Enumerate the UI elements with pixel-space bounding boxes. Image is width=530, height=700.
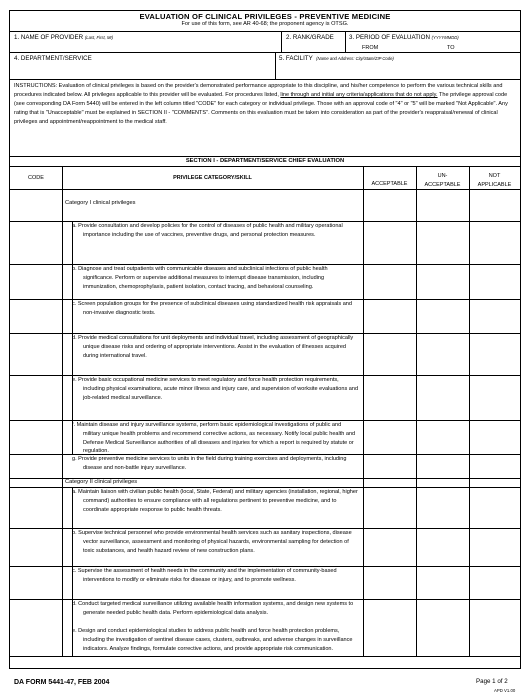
category-1-label: Category I clinical privileges [65,200,136,206]
divider [10,156,520,157]
category-column-header: PRIVILEGE CATEGORY/SKILL [173,175,252,181]
category-2-label: Category II clinical privileges [65,479,138,485]
privilege-item: a. Maintain liaison with civilian public health (local, State, Federal) and military agencies (installation, regional, higher command) authorities to ensure compliance with all regulations pertinent to preventive medicine, and to coordinate appropriate response to public health threats. [72,489,358,513]
column-divider [416,166,417,656]
not-applicable-column-header: NOT APPLICABLE [477,173,512,188]
provider-name-label: 1. NAME OF PROVIDER (Last, First, MI) [14,34,113,41]
divider [10,52,520,53]
code-column-header: CODE [28,175,44,181]
section-1-title: SECTION I - DEPARTMENT/SERVICE CHIEF EVALUATION [185,158,345,164]
privilege-item: c. Supervise the assessment of health needs in the community and the implementation of community-based interventions to modify or eliminate risks for disease or injury, and to promote wellness. [72,568,337,583]
form-number: DA FORM 5441-47, FEB 2004 [14,679,110,686]
column-divider [62,166,63,656]
column-divider [469,166,470,656]
column-divider [363,166,364,656]
rank-grade-field[interactable] [282,42,344,51]
period-to-field[interactable] [458,42,518,51]
divider [10,166,520,167]
page-number: Page 1 of 2 [476,678,508,685]
form-subtitle: For use of this form, see AR 40-68; the proponent agency is OTSG. [181,21,349,27]
divider [10,79,520,80]
evaluation-period-label: 3. PERIOD OF EVALUATION (YYYYMMDD) [349,34,459,41]
unacceptable-column-header: UN- ACCEPTABLE [424,173,461,188]
from-label: FROM [362,45,379,51]
facility-label: 5. FACILITY (Name and Address: City/State/ZIP Code) [279,55,394,62]
form-title: EVALUATION OF CLINICAL PRIVILEGES - PREVENTIVE MEDICINE [139,12,391,21]
privilege-item: e. Design and conduct epidemiological studies to address public health and force health protection problems, including the investigation of sentinel disease cases, clusters, outbreaks, and adverse changes in surveillance indicators. Analyze findings, formulate corrective actions, and provide appropriate risk communication. [72,628,353,652]
privilege-item: f. Maintain disease and injury surveillance systems, perform basic epidemiological investigations of public and military unique health problems and recommend corrective actions, as necessary. Notify local public health and Defense Medical Surveillance authorities of all diseases and injuries for which a report is required by statute or regulation. [72,422,356,455]
acceptable-column-header: ACCEPTABLE [371,181,408,187]
privilege-item: b. Supervise technical personnel who provide environmental health services such as sanitary inspections, disease vector surveillance, assessment and monitoring of physical hazards, environmental sampling for detection of toxic substances, and health hazard review of new construction plans. [72,530,352,554]
row-line [10,656,520,657]
divider [345,31,346,52]
privilege-item: g. Provide preventive medicine services to units in the field during training exercises and deployments, including disease and non-battle injury surveillance. [72,456,347,471]
row-line [10,189,520,190]
provider-name-field[interactable] [11,42,279,51]
period-from-field[interactable] [382,42,442,51]
department-service-label: 4. DEPARTMENT/SERVICE [14,55,92,62]
instructions-text: INSTRUCTIONS: Evaluation of clinical privileges is based on the provider's demonstrated performance appropriate to this discipline, and his/her competence to perform the various technical skills and procedures indicated below. All privileges applicable to this provider will be evaluated. For procedures listed, line through and initial any criteria/applications that do not apply. The privilege approval code (see corresponding DA Form 5440) will be entered in the left column titled "CODE" for each category or individual privilege. Those with an approval code of "4" or "5" will be marked "Not Applicable". Any rating that is "Unacceptable" must be explained in SECTION II - "COMMENTS". Comments on this evaluation must be taken into consideration as part of the provider's reappraisal/renewal of clinical privileges and appointment/reappointment to the medical staff. [14,83,508,125]
privilege-item: d. Provide medical consultations for unit deployments and individual travel, including assessment of geographically unique disease risks and ordering of appropriate interventions. Assist in the evaluation of illnesses acquired during international travel. [72,335,354,359]
privilege-item: e. Provide basic occupational medicine services to meet regulatory and force health protection requirements, including physical examinations, acute minor illness and injury care, and supervision of worksite evaluations and job-related medical surveillance. [72,377,359,401]
department-service-field[interactable] [11,63,273,77]
version-label: APD V1.00 [494,688,516,693]
evaluation-form [9,10,521,669]
privilege-item: c. Screen population groups for the presence of subclinical diseases using standardized health risk appraisals and non-invasive diagnostic tests. [72,301,352,316]
to-label: TO [447,45,455,51]
privilege-item: b. Diagnose and treat outpatients with communicable diseases and subclinical infections of public health significance. Perform or supervise additional measures to interrupt disease transmission, including immunization, chemoprophylaxis, patient isolation, contact tracing, and behavioral counseling. [72,266,328,290]
facility-field[interactable] [276,63,519,77]
divider [10,31,520,32]
privilege-item: d. Conduct targeted medical surveillance utilizing available health information systems, and design new systems to generate needed public health data. Perform epidemiological data analysis. [72,601,354,616]
rank-grade-label: 2. RANK/GRADE [286,34,334,41]
privilege-item: a. Provide consultation and develop policies for the control of diseases of public health and military operational importance including the use of vaccines, preventive drugs, and personal protection measures. [72,223,343,238]
